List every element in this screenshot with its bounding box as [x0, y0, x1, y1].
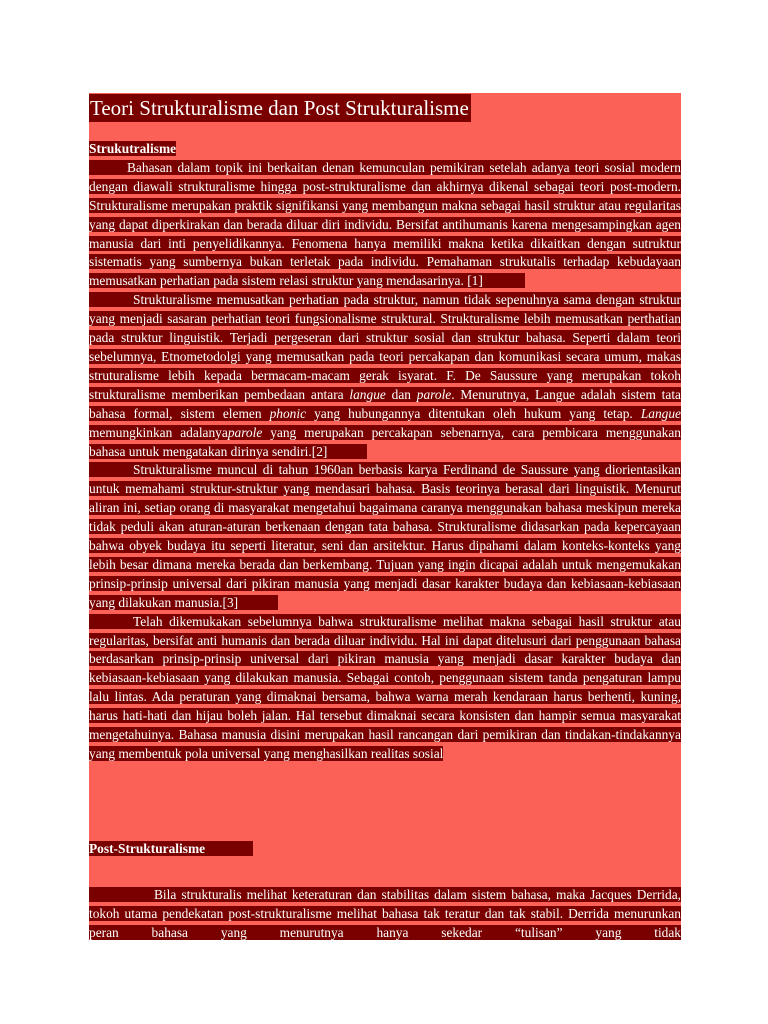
footnote-ref-3[interactable]: [3] — [222, 594, 239, 610]
term-langue: langue — [349, 386, 386, 402]
paragraph-2-text: memungkinkan adalanya — [89, 424, 228, 440]
paragraph-gap — [89, 859, 681, 886]
section-post-strukturalisme — [89, 840, 681, 943]
paragraph-1-highlight — [89, 160, 681, 288]
paragraph-4-text: Telah dikemukakan sebelumnya bahwa strukturalisme melihat makna sebagai hasil struktur atau regularitas, bersifat anti humanis dan berada diluar individu. Hal ini dapat ditelusuri dari penggunaan bahasa berdasarkan prinsip-prinsip universal dari pikiran manusia yang menjadi dasar karakter budaya dan kebiasaan-kebiasaan yang dilakukan manusia. Sebagai contoh, penggunaan sistem tanda pengaturan lampu lalu lintas. Ada peraturan yang dimaknai bersama, bahwa warna merah kendaraan harus berhenti, kuning, harus hati-hati dan hijau boleh jalan. Hal tersebut dimaknai secara konsisten dan hampir semua masyarakat mengetahuinya. Bahasa manusia disini merupakan hasil rancangan dari pemikiran dan tindakan-tindakannya yang membentuk pola universal yang menghasilkan realitas sosial — [89, 613, 681, 761]
paragraph-2-highlight — [89, 292, 681, 458]
section-heading-text: Post-Strukturalisme — [89, 841, 206, 856]
paragraph-2-text: . Menurutnya, Langue adalah sistem tata bahasa formal, sistem elemen — [89, 386, 681, 421]
term-langue: Langue — [640, 405, 681, 421]
highlight-tail — [205, 841, 253, 856]
section-strukturalisme — [89, 140, 681, 764]
paragraph-2-text: Strukturalisme memusatkan perhatian pada struktur, namun tidak sepenuhnya sama dengan struktur yang menjadi sasaran perhatian teori fungsionalisme struktural. Strukturalisme lebih memusatkan perthatian pada struktur linguistik. Terjadi pergeseran dari struktur sosial dan struktur bahasa. Seperti dalam teori sebelumnya, Etnometodolgi yang memusatkan pada teori percakapan dan komunikasi secara umum, makas struturalisme lebih kepada bermacam-macam gerak isyarat. F. De Saussure yang merupakan tokoh strukturalisme memberikan pembedaan antara — [89, 292, 681, 402]
section-heading — [89, 840, 681, 859]
document-page — [89, 93, 681, 940]
term-parole: parole — [227, 424, 263, 440]
paragraph-5 — [89, 886, 681, 943]
paragraph-5-text: Bila strukturalis melihat keteraturan dan stabilitas dalam sistem bahasa, maka Jacques Derrida, tokoh utama pendekatan post-strukturalisme melihat bahasa tak teratur dan tak stabil. Derrida menurunkan peran bahasa yang menurutnya hanya sekedar “tulisan” yang tidak — [89, 886, 681, 940]
paragraph-3 — [89, 461, 681, 612]
paragraph-1-text: Bahasan dalam topik ini berkaitan denan kemunculan pemikiran setelah adanya teori sosial modern dengan diawali strukturalisme hingga post-strukturalisme dan akhirnya dikenal sebagai teori post-modern. Strukturalisme merupakan praktik signifikansi yang membangun makna sebagai hasil struktur atau regularitas yang dapat diperkirakan dan berada diluar diri individu. Bersifat antihumanis karena mengesampingkan agen manusia dari inti penyelidikannya. Fenomena hanya memiliki makna ketika dikaitkan dengan sutruktur sistematis yang sumbernya bukan terletak pada individu. Pemahaman strukutalis terhadap kebudayaan memusatkan perhatian pada sistem relasi struktur yang mendasarinya. — [89, 159, 681, 289]
paragraph-2-text: dan — [385, 386, 417, 402]
paragraph-4-highlight — [89, 614, 681, 761]
term-phonic: phonic — [269, 405, 307, 421]
paragraph-3-text: Strukturalisme muncul di tahun 1960an berbasis karya Ferdinand de Saussure yang diorientasikan untuk memahami struktur-struktur yang mendasari bahasa. Basis teorinya berasal dari linguistik. Menurut aliran ini, setiap orang di masyarakat mengetahui bagaimana caranya menggunakan bahasa meskipun mereka tidak peduli akan aturan-aturan berkenaan dengan tata bahasa. Strukturalisme didasarkan pada kepercayaan bahwa obyek budaya itu seperti literatur, seni dan arsitektur. Harus dipahami dalam konteks-konteks yang lebih besar dimana mereka berada dan berkembang. Tujuan yang ingin dicapai adalah untuk mengemukakan prinsip-prinsip universal dari pikiran manusia yang menjadi dasar karakter budaya dan kebiasaan-kebiasaan yang dilakukan manusia. — [89, 462, 681, 610]
paragraph-2 — [89, 291, 681, 461]
paragraph-2-text: yang merupakan percakapan sebenarnya, cara pembicara menggunakan bahasa untuk mengatakan dirinya sendiri. — [89, 424, 681, 459]
paragraph-1 — [89, 159, 681, 291]
page-title: Teori Strukturalisme dan Post Strukturalisme — [90, 96, 469, 120]
term-parole: parole — [416, 386, 452, 402]
section-heading — [89, 140, 681, 159]
paragraph-3-highlight — [89, 462, 681, 609]
paragraph-4 — [89, 613, 681, 764]
title-bar — [89, 93, 681, 123]
section-heading-text: Strukutralisme — [89, 141, 177, 156]
footnote-ref-2[interactable]: [2] — [311, 443, 328, 459]
footnote-ref-1[interactable]: [1] — [467, 273, 483, 289]
paragraph-2-text: yang hubungannya ditentukan oleh hukum yang tetap. — [306, 405, 641, 421]
paragraph-5-highlight — [89, 887, 681, 940]
